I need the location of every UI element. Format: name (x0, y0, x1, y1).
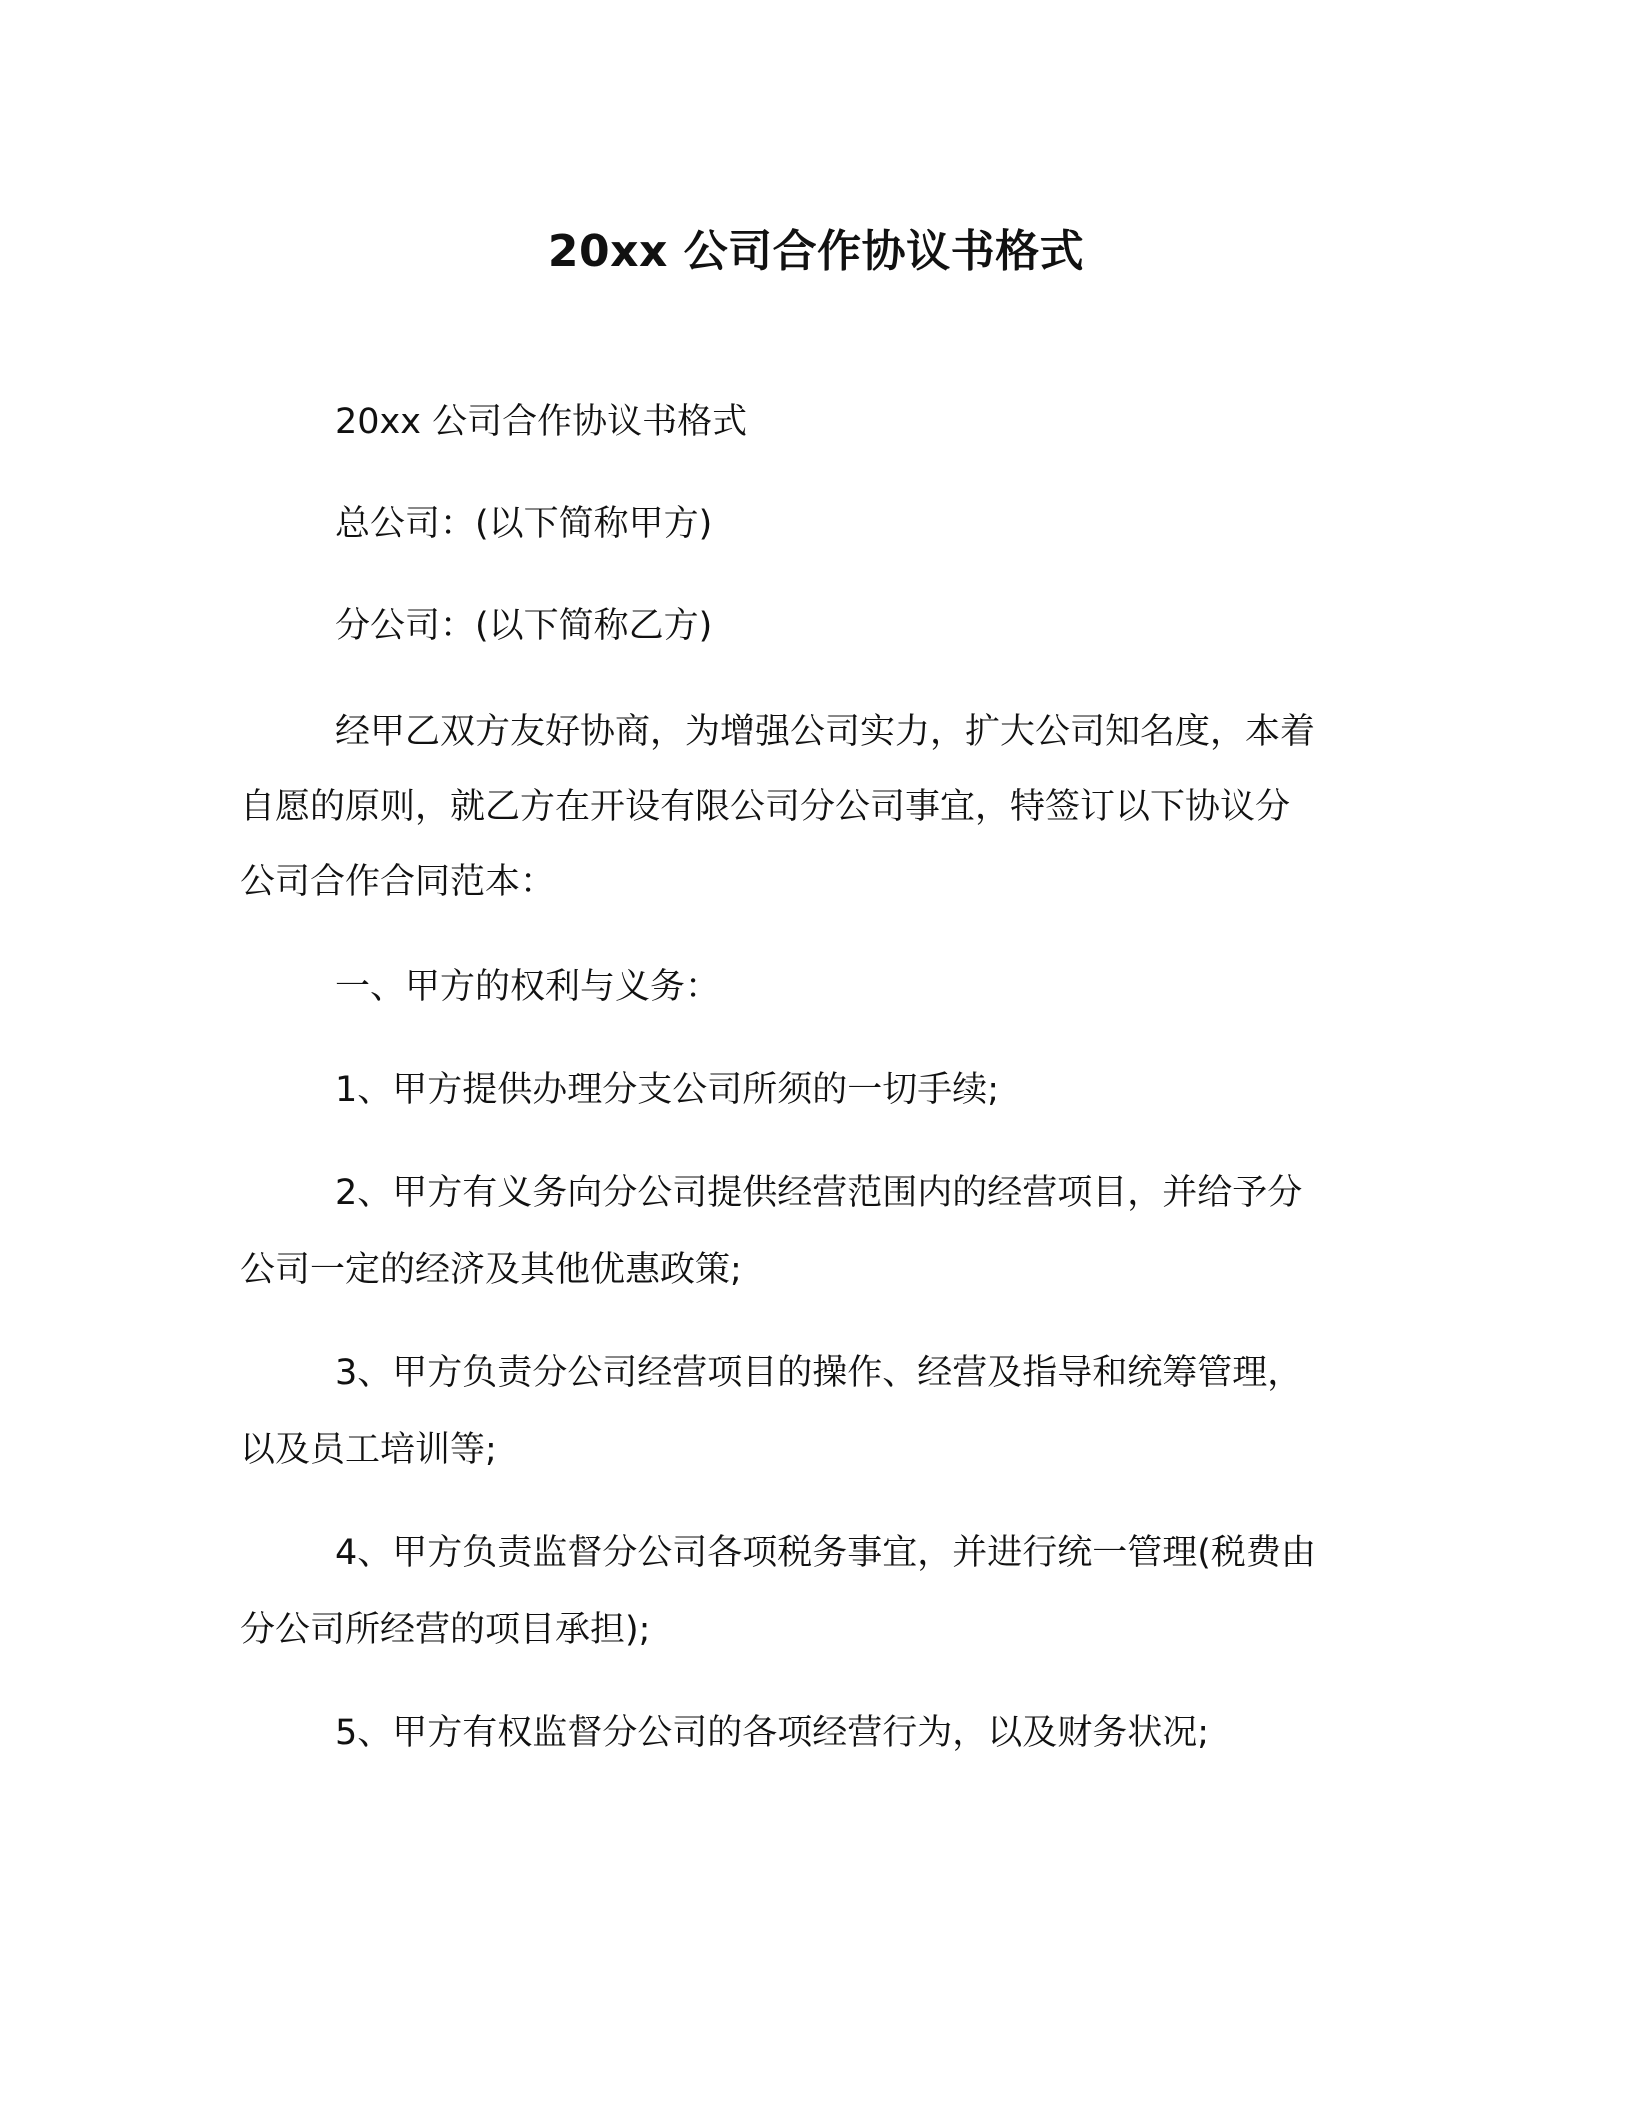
intro-paragraph-line-1: 经甲乙双方友好协商，为增强公司实力，扩大公司知名度，本着 (335, 712, 1316, 752)
intro-paragraph-line-3: 公司合作合同范本： (240, 862, 556, 902)
clause-2-line-2: 公司一定的经济及其他优惠政策; (240, 1250, 742, 1290)
intro-paragraph-line-2: 自愿的原则，就乙方在开设有限公司分公司事宜，特签订以下协议分 (240, 787, 1291, 827)
clause-4-line-1: 4、甲方负责监督分公司各项税务事宜，并进行统一管理(税费由 (335, 1533, 1316, 1573)
clause-2-line-1: 2、甲方有义务向分公司提供经营范围内的经营项目，并给予分 (335, 1173, 1303, 1213)
clause-1-line-1: 1、甲方提供办理分支公司所须的一切手续; (335, 1070, 1000, 1110)
party-a-line: 总公司：(以下简称甲方) (335, 504, 713, 544)
section-heading-party-a: 一、甲方的权利与义务： (335, 967, 721, 1007)
subtitle-line: 20xx 公司合作协议书格式 (335, 402, 748, 442)
document-title: 20xx 公司合作协议书格式 (547, 226, 1085, 277)
clause-4-line-2: 分公司所经营的项目承担); (240, 1610, 651, 1650)
clause-5-line-1: 5、甲方有权监督分公司的各项经营行为，以及财务状况; (335, 1713, 1210, 1753)
party-b-line: 分公司：(以下简称乙方) (335, 606, 713, 646)
clause-3-line-1: 3、甲方负责分公司经营项目的操作、经营及指导和统筹管理， (335, 1353, 1303, 1393)
clause-3-line-2: 以及员工培训等; (240, 1430, 497, 1470)
